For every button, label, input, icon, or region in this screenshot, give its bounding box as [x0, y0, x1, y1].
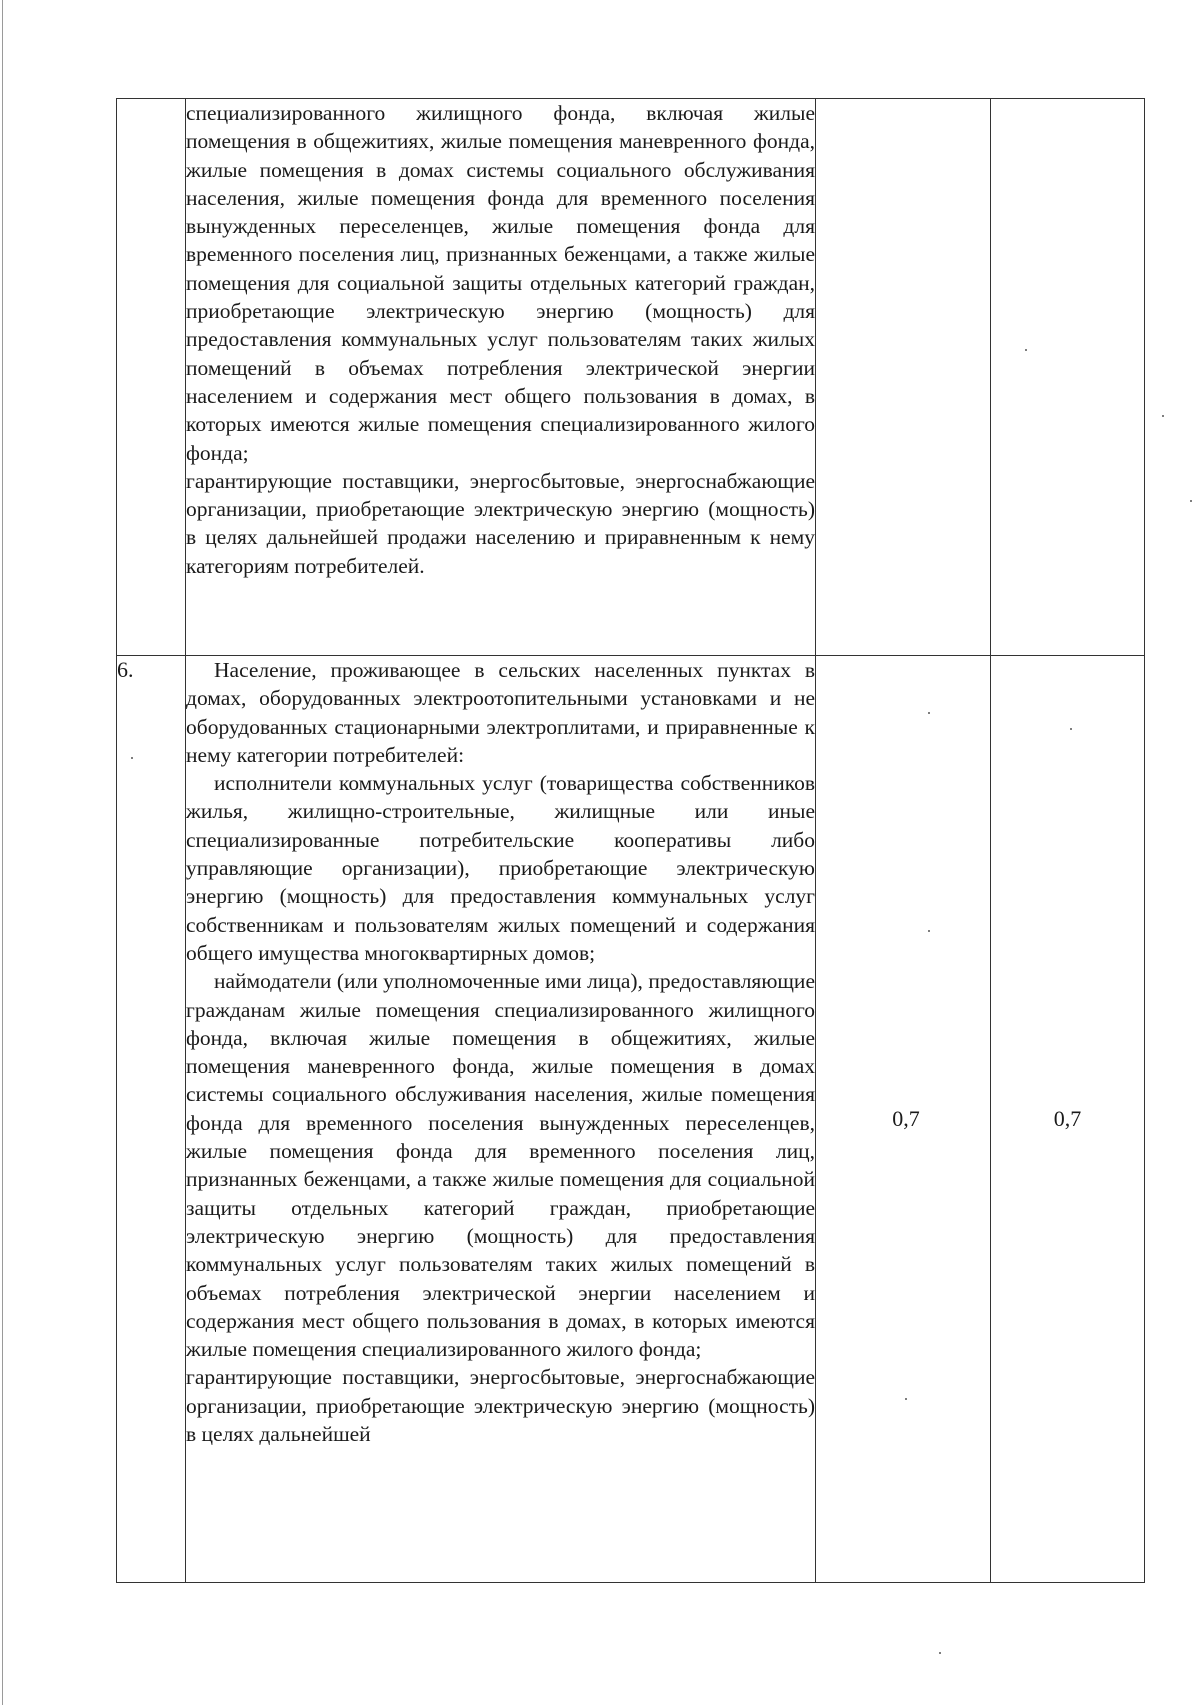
- scan-speck: [1025, 349, 1027, 351]
- value-cell-2: [991, 656, 1145, 1583]
- paragraph: Население, проживающее в сельских населенных пунктах в домах, оборудованных электроотопительными установками и не оборудованных стационарными электроплитами, и приравненные к нему категории потребителей:: [186, 658, 815, 767]
- scan-speck: [928, 930, 930, 932]
- scan-edge-line: [2, 0, 3, 1705]
- scan-speck: [1190, 500, 1192, 502]
- paragraph: специализированного жилищного фонда, включая жилые помещения в общежитиях, жилые помещения маневренного фонда, жилые помещения в домах системы социального обслуживания населения, жилые помещения фонда для временного поселения вынужденных переселенцев, жилые помещения фонда для временного поселения лиц, признанных беженцами, а также жилые помещения для социальной защиты отдельных категорий граждан, приобретающие электрическую энергию (мощность) для предоставления коммунальных услуг пользователям таких жилых помещений в объемах потребления электрической энергии населением и содержания мест общего пользования в домах, в которых имеются жилые помещения специализированного жилого фонда;: [186, 101, 815, 465]
- paragraph: гарантирующие поставщики, энергосбытовые, энергоснабжающие организации, приобретающие электрическую энергию (мощность) в целях дальнейшей: [186, 1365, 815, 1447]
- scan-speck: [928, 712, 930, 714]
- scan-speck: [939, 1652, 941, 1654]
- value-2: 0,7: [1053, 1106, 1082, 1131]
- scan-speck: [131, 757, 133, 759]
- value-cell-1: [816, 656, 991, 1583]
- tariff-table: [116, 98, 1145, 1583]
- table-row: [117, 99, 1145, 656]
- paragraph: исполнители коммунальных услуг (товарищества собственников жилья, жилищно-строительные, жилищные или иные специализированные потребительские кооперативы либо управляющие организации), приобретающие электрическую энергию (мощность) для предоставления коммунальных услуг собственникам и пользователям жилых помещений и содержания общего имущества многоквартирных домов;: [186, 771, 815, 965]
- row-number: 6.: [117, 656, 186, 1583]
- row-number: [117, 99, 186, 656]
- paragraph: наймодатели (или уполномоченные ими лица), предоставляющие гражданам жилые помещения специализированного жилищного фонда, включая жилые помещения в общежитиях, жилые помещения маневренного фонда, жилые помещения в домах системы социального обслуживания населения, жилые помещения фонда для временного поселения вынужденных переселенцев, жилые помещения фонда для временного поселения лиц, признанных беженцами, а также жилые помещения для социальной защиты отдельных категорий граждан, приобретающие электрическую энергию (мощность) для предоставления коммунальных услуг пользователям таких жилых помещений в объемах потребления электрической энергии населением и содержания мест общего пользования в домах, в которых имеются жилые помещения специализированного жилого фонда;: [186, 969, 815, 1362]
- row-description: [186, 99, 816, 656]
- scan-speck: [1070, 728, 1072, 730]
- scan-speck: [905, 1398, 907, 1400]
- table-row: [117, 656, 1145, 1583]
- paragraph: гарантирующие поставщики, энергосбытовые, энергоснабжающие организации, приобретающие электрическую энергию (мощность) в целях дальнейшей продажи населению и приравненным к нему категориям потребителей.: [186, 468, 815, 578]
- row-description: [186, 656, 816, 1583]
- value-cell-2: [991, 99, 1145, 656]
- value-cell-1: [816, 99, 991, 656]
- scan-speck: [1162, 415, 1164, 417]
- value-1: 0,7: [892, 1106, 920, 1131]
